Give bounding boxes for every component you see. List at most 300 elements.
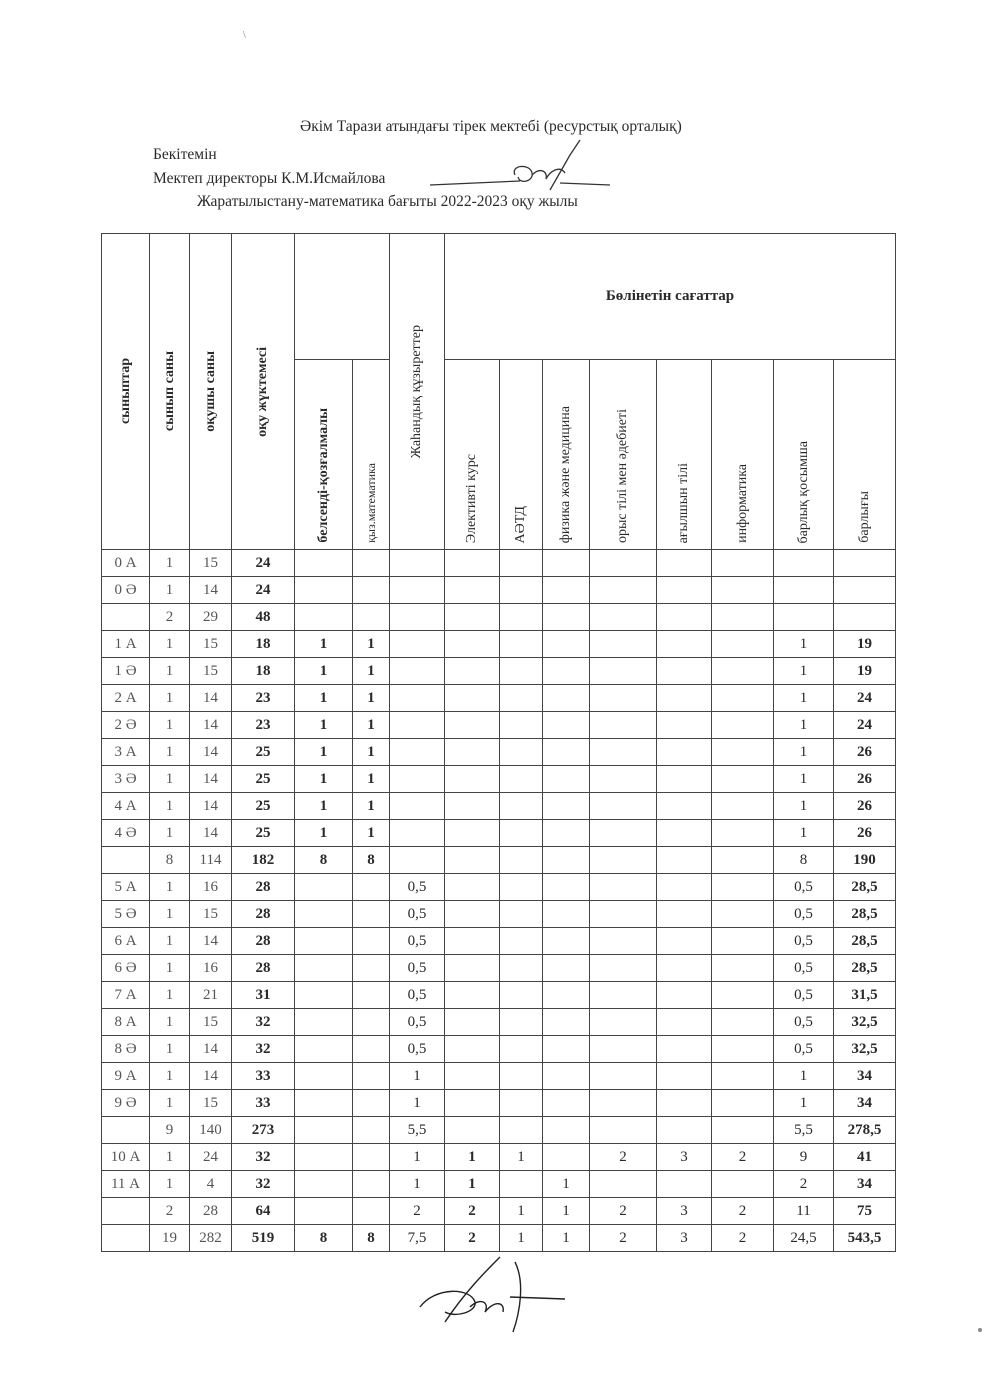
table-row (102, 739, 896, 766)
table-cell (657, 1063, 712, 1090)
class-name-cell: 4 Ә (102, 820, 150, 847)
class-name-cell: 0 А (102, 550, 150, 577)
table-cell: 24 (232, 577, 295, 604)
table-cell (657, 793, 712, 820)
table-cell (543, 1117, 590, 1144)
table-row (102, 982, 896, 1009)
table-cell: 7,5 (390, 1225, 445, 1252)
table-cell: 2 (590, 1198, 657, 1225)
table-cell: 18 (232, 631, 295, 658)
table-cell: 1 (150, 1009, 190, 1036)
table-cell (500, 901, 543, 928)
table-cell: 23 (232, 685, 295, 712)
table-row (102, 604, 896, 631)
table-cell: 15 (190, 1090, 232, 1117)
table-cell (445, 1009, 500, 1036)
table-cell: 9 (150, 1117, 190, 1144)
table-cell (657, 1171, 712, 1198)
table-cell (590, 712, 657, 739)
table-cell: 1 (150, 982, 190, 1009)
table-cell: 1 (774, 658, 834, 685)
table-cell: 0,5 (390, 1009, 445, 1036)
table-cell: 32 (232, 1036, 295, 1063)
col-header-global-competence: Жаһандық құзыреттер (390, 234, 445, 550)
table-row (102, 901, 896, 928)
table-cell (590, 901, 657, 928)
table-cell (500, 685, 543, 712)
table-cell: 8 (353, 1225, 390, 1252)
table-cell: 15 (190, 631, 232, 658)
table-cell: 14 (190, 577, 232, 604)
table-cell: 14 (190, 766, 232, 793)
workload-table (101, 233, 896, 1252)
table-cell: 25 (232, 766, 295, 793)
table-cell: 1 (150, 550, 190, 577)
table-cell (500, 550, 543, 577)
table-cell: 1 (353, 766, 390, 793)
table-cell (543, 955, 590, 982)
table-cell (774, 577, 834, 604)
table-cell: 14 (190, 1063, 232, 1090)
table-cell (774, 604, 834, 631)
table-row (102, 1036, 896, 1063)
table-cell (590, 1063, 657, 1090)
class-name-cell: 6 А (102, 928, 150, 955)
table-cell: 1 (500, 1198, 543, 1225)
table-cell: 18 (232, 658, 295, 685)
table-cell (500, 658, 543, 685)
table-cell: 15 (190, 658, 232, 685)
table-cell (543, 820, 590, 847)
table-cell: 1 (150, 1171, 190, 1198)
table-cell: 15 (190, 1009, 232, 1036)
table-row (102, 550, 896, 577)
director-line: Мектеп директоры К.М.Исмайлова (153, 170, 386, 187)
table-cell (390, 820, 445, 847)
table-cell: 1 (295, 712, 353, 739)
table-cell: 24 (232, 550, 295, 577)
table-row (102, 847, 896, 874)
table-cell (353, 577, 390, 604)
table-cell (445, 1063, 500, 1090)
table-cell (590, 955, 657, 982)
col-header-informatics: информатика (712, 360, 774, 550)
table-cell (295, 577, 353, 604)
table-cell (657, 982, 712, 1009)
table-cell (500, 955, 543, 982)
class-name-cell: 7 А (102, 982, 150, 1009)
table-cell: 1 (774, 712, 834, 739)
table-row (102, 1225, 896, 1252)
table-cell: 2 (712, 1225, 774, 1252)
col-header-student-count: оқушы саны (190, 234, 232, 550)
table-cell: 41 (834, 1144, 896, 1171)
table-cell: 14 (190, 712, 232, 739)
table-cell (500, 1063, 543, 1090)
table-cell: 28 (232, 874, 295, 901)
table-cell: 2 (390, 1198, 445, 1225)
col-header-active-motion: белсенді-қозғалмалы (295, 360, 353, 550)
class-name-cell: 0 Ә (102, 577, 150, 604)
table-cell: 0,5 (774, 928, 834, 955)
table-cell (712, 820, 774, 847)
table-cell (543, 631, 590, 658)
table-cell (712, 712, 774, 739)
table-row (102, 631, 896, 658)
table-cell: 282 (190, 1225, 232, 1252)
table-row (102, 820, 896, 847)
table-cell (445, 739, 500, 766)
table-cell (712, 1090, 774, 1117)
table-cell (712, 955, 774, 982)
table-cell: 15 (190, 901, 232, 928)
class-name-cell: 9 А (102, 1063, 150, 1090)
table-cell (712, 577, 774, 604)
table-cell (590, 1090, 657, 1117)
table-cell: 1 (353, 685, 390, 712)
table-cell: 1 (774, 793, 834, 820)
table-cell: 1 (543, 1225, 590, 1252)
table-cell (543, 739, 590, 766)
table-cell (712, 901, 774, 928)
table-cell: 1 (150, 928, 190, 955)
table-cell (657, 1117, 712, 1144)
table-cell: 5,5 (390, 1117, 445, 1144)
table-cell (295, 1198, 353, 1225)
table-cell: 19 (834, 658, 896, 685)
class-name-cell: 3 А (102, 739, 150, 766)
table-cell: 0,5 (774, 874, 834, 901)
table-cell: 1 (774, 631, 834, 658)
table-cell: 1 (295, 658, 353, 685)
class-name-cell: 3 Ә (102, 766, 150, 793)
table-cell (353, 1144, 390, 1171)
table-cell (543, 1144, 590, 1171)
table-cell: 1 (353, 739, 390, 766)
table-cell (657, 604, 712, 631)
table-row (102, 928, 896, 955)
table-cell: 543,5 (834, 1225, 896, 1252)
table-cell (445, 874, 500, 901)
table-cell: 34 (834, 1090, 896, 1117)
table-cell: 273 (232, 1117, 295, 1144)
col-header-physics-medicine: физика және медицина (543, 360, 590, 550)
scan-mark: \ (243, 30, 246, 41)
table-cell (353, 1036, 390, 1063)
table-cell: 0,5 (774, 955, 834, 982)
class-name-cell: 8 А (102, 1009, 150, 1036)
table-cell (774, 550, 834, 577)
table-cell (543, 658, 590, 685)
table-cell: 1 (774, 1063, 834, 1090)
class-name-cell: 5 А (102, 874, 150, 901)
table-cell: 1 (295, 820, 353, 847)
table-cell (295, 1063, 353, 1090)
table-cell: 32 (232, 1144, 295, 1171)
table-cell (712, 550, 774, 577)
table-cell (834, 604, 896, 631)
table-cell: 26 (834, 739, 896, 766)
table-cell: 24,5 (774, 1225, 834, 1252)
table-cell: 1 (150, 631, 190, 658)
table-cell (543, 793, 590, 820)
table-cell: 1 (150, 901, 190, 928)
table-cell: 1 (150, 739, 190, 766)
table-cell (657, 847, 712, 874)
table-cell (543, 1090, 590, 1117)
table-cell (295, 901, 353, 928)
table-cell: 19 (150, 1225, 190, 1252)
col-header-russian-lit: орыс тілі мен әдебиеті (590, 360, 657, 550)
table-cell: 2 (150, 1198, 190, 1225)
table-cell: 32 (232, 1171, 295, 1198)
table-cell: 32,5 (834, 1036, 896, 1063)
table-cell (712, 658, 774, 685)
table-cell: 2 (590, 1225, 657, 1252)
table-cell: 34 (834, 1063, 896, 1090)
table-cell (390, 685, 445, 712)
table-cell (657, 901, 712, 928)
table-cell (590, 847, 657, 874)
table-cell: 1 (500, 1225, 543, 1252)
table-cell: 0,5 (390, 874, 445, 901)
table-cell (295, 1090, 353, 1117)
table-cell (543, 1063, 590, 1090)
table-cell (590, 550, 657, 577)
table-cell: 1 (543, 1171, 590, 1198)
table-body (102, 550, 896, 1252)
table-cell (295, 604, 353, 631)
table-cell (590, 1171, 657, 1198)
table-cell: 24 (834, 685, 896, 712)
table-cell (590, 793, 657, 820)
table-cell: 1 (774, 766, 834, 793)
table-cell (353, 901, 390, 928)
table-cell (353, 955, 390, 982)
table-cell: 9 (774, 1144, 834, 1171)
table-cell (445, 820, 500, 847)
table-cell (543, 712, 590, 739)
col-header-workload: оқу жүктемесі (232, 234, 295, 550)
table-cell: 1 (774, 820, 834, 847)
signature (415, 1252, 575, 1337)
table-cell: 34 (834, 1171, 896, 1198)
table-cell: 21 (190, 982, 232, 1009)
table-cell (712, 1063, 774, 1090)
table-cell: 26 (834, 820, 896, 847)
table-cell: 8 (353, 847, 390, 874)
table-cell: 1 (150, 712, 190, 739)
table-cell (390, 739, 445, 766)
table-cell (295, 1036, 353, 1063)
table-cell (657, 1036, 712, 1063)
table-cell: 1 (774, 739, 834, 766)
table-cell (353, 1090, 390, 1117)
table-cell (712, 1036, 774, 1063)
table-cell (445, 658, 500, 685)
table-cell: 26 (834, 793, 896, 820)
table-cell: 1 (295, 631, 353, 658)
table-cell: 0,5 (390, 928, 445, 955)
table-cell (445, 577, 500, 604)
table-cell: 140 (190, 1117, 232, 1144)
table-cell (712, 847, 774, 874)
table-cell: 0,5 (774, 901, 834, 928)
table-cell (390, 631, 445, 658)
table-cell (590, 820, 657, 847)
col-header-girls-math: қыз.математика (353, 360, 390, 550)
table-cell: 2 (774, 1171, 834, 1198)
table-cell (543, 577, 590, 604)
table-cell (590, 766, 657, 793)
table-cell: 3 (657, 1225, 712, 1252)
table-cell: 1 (150, 1063, 190, 1090)
table-row (102, 1144, 896, 1171)
table-cell: 519 (232, 1225, 295, 1252)
table-cell: 28,5 (834, 928, 896, 955)
table-cell (445, 604, 500, 631)
table-cell (657, 685, 712, 712)
table-cell (295, 1009, 353, 1036)
table-cell (445, 1117, 500, 1144)
table-cell (500, 631, 543, 658)
table-cell (590, 928, 657, 955)
table-cell (500, 847, 543, 874)
class-name-cell: 11 А (102, 1171, 150, 1198)
col-header-total-additional: барлық қосымша (774, 360, 834, 550)
table-cell (590, 658, 657, 685)
table-cell: 2 (150, 604, 190, 631)
table-cell: 1 (150, 793, 190, 820)
table-cell: 28,5 (834, 874, 896, 901)
table-cell (295, 1117, 353, 1144)
table-cell (445, 631, 500, 658)
table-cell (712, 685, 774, 712)
table-row (102, 1090, 896, 1117)
table-cell (445, 685, 500, 712)
table-cell (445, 712, 500, 739)
table-cell (353, 1171, 390, 1198)
table-cell: 1 (774, 685, 834, 712)
table-cell: 0,5 (774, 982, 834, 1009)
class-name-cell: 10 А (102, 1144, 150, 1171)
class-name-cell: 8 Ә (102, 1036, 150, 1063)
table-cell: 3 (657, 1198, 712, 1225)
table-cell: 31 (232, 982, 295, 1009)
class-name-cell (102, 1117, 150, 1144)
table-cell (500, 577, 543, 604)
table-cell: 19 (834, 631, 896, 658)
table-cell (445, 901, 500, 928)
table-cell: 1 (390, 1063, 445, 1090)
table-cell (657, 955, 712, 982)
table-cell (834, 577, 896, 604)
table-cell (500, 793, 543, 820)
table-cell: 1 (295, 793, 353, 820)
table-cell (712, 766, 774, 793)
table-cell: 2 (712, 1198, 774, 1225)
table-cell (712, 1117, 774, 1144)
table-cell (445, 955, 500, 982)
table-cell (445, 982, 500, 1009)
table-cell (590, 874, 657, 901)
table-row (102, 712, 896, 739)
table-cell: 24 (834, 712, 896, 739)
table-cell: 1 (150, 820, 190, 847)
table-cell (295, 1144, 353, 1171)
table-cell: 8 (774, 847, 834, 874)
table-cell: 114 (190, 847, 232, 874)
table-cell: 16 (190, 955, 232, 982)
table-cell (295, 955, 353, 982)
table-cell: 8 (295, 1225, 353, 1252)
table-cell: 33 (232, 1063, 295, 1090)
table-cell: 16 (190, 874, 232, 901)
table-cell (445, 1090, 500, 1117)
table-cell: 28 (190, 1198, 232, 1225)
table-cell (712, 793, 774, 820)
table-cell (712, 874, 774, 901)
table-cell (500, 820, 543, 847)
table-cell (590, 1009, 657, 1036)
table-cell: 28 (232, 901, 295, 928)
table-row (102, 793, 896, 820)
table-cell (500, 1171, 543, 1198)
table-cell: 1 (295, 766, 353, 793)
table-cell: 1 (353, 712, 390, 739)
table-cell: 1 (353, 658, 390, 685)
class-name-cell: 2 Ә (102, 712, 150, 739)
table-cell (590, 1036, 657, 1063)
table-cell (712, 982, 774, 1009)
table-cell (590, 604, 657, 631)
class-name-cell (102, 1225, 150, 1252)
table-cell: 1 (353, 631, 390, 658)
table-cell (543, 604, 590, 631)
table-cell: 11 (774, 1198, 834, 1225)
table-cell (445, 793, 500, 820)
class-name-cell: 2 А (102, 685, 150, 712)
table-cell: 1 (150, 577, 190, 604)
table-cell (445, 550, 500, 577)
table-cell (657, 631, 712, 658)
table-cell (295, 874, 353, 901)
table-cell: 28,5 (834, 901, 896, 928)
table-cell: 2 (712, 1144, 774, 1171)
table-cell (500, 1009, 543, 1036)
table-cell (390, 793, 445, 820)
table-cell: 1 (150, 1144, 190, 1171)
scan-mark-dot (978, 1328, 982, 1332)
table-cell: 75 (834, 1198, 896, 1225)
table-cell (712, 1009, 774, 1036)
table-cell: 31,5 (834, 982, 896, 1009)
table-cell: 14 (190, 793, 232, 820)
table-cell: 1 (150, 766, 190, 793)
table-cell (500, 1117, 543, 1144)
table-cell (590, 739, 657, 766)
table-cell: 26 (834, 766, 896, 793)
table-cell (543, 847, 590, 874)
table-cell: 64 (232, 1198, 295, 1225)
table-cell: 278,5 (834, 1117, 896, 1144)
table-row (102, 1171, 896, 1198)
table-cell: 1 (500, 1144, 543, 1171)
table-cell: 8 (150, 847, 190, 874)
class-name-cell (102, 604, 150, 631)
table-cell (353, 874, 390, 901)
table-cell (353, 1198, 390, 1225)
